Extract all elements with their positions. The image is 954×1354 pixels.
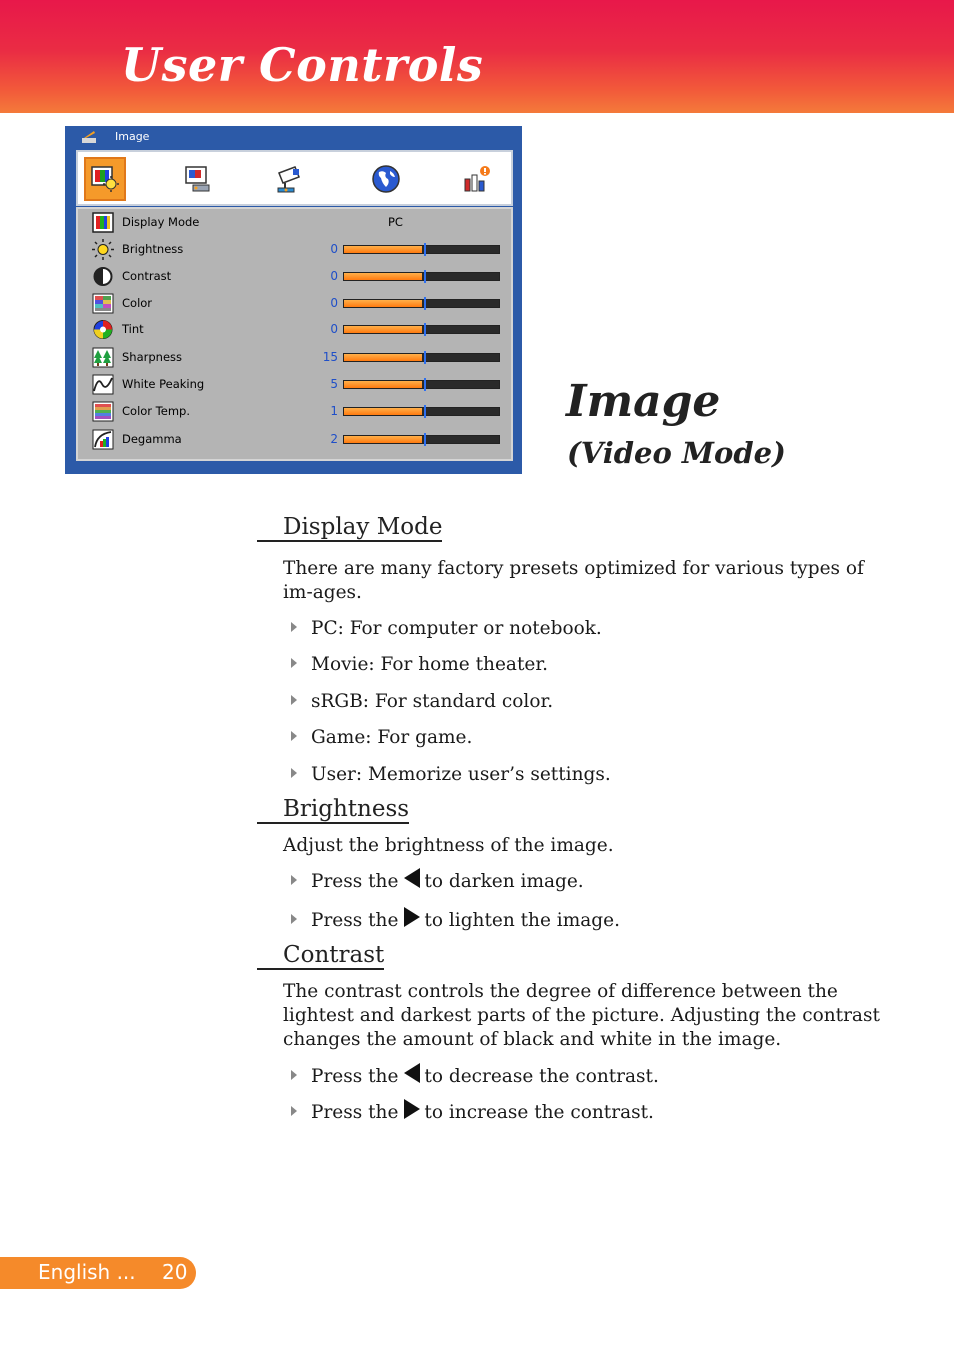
list-item	[291, 726, 472, 750]
color-slider[interactable]	[343, 299, 500, 308]
degamma-slider[interactable]	[343, 435, 500, 444]
image-menu-icon	[81, 130, 97, 144]
image-settings-icon	[89, 163, 121, 195]
osd-row-value: 0	[330, 242, 338, 256]
sharpness-slider[interactable]	[343, 353, 500, 362]
action-text: to darken image.	[424, 871, 584, 892]
right-arrow-key-icon	[404, 1099, 420, 1119]
bullet-arrow-icon	[291, 1106, 297, 1116]
list-item	[291, 870, 584, 894]
tab-image[interactable]	[84, 157, 126, 201]
tint-icon	[92, 319, 114, 340]
list-item-text: User: Memorize user’s settings.	[311, 764, 611, 785]
list-item	[291, 653, 548, 677]
white-peaking-icon	[92, 374, 114, 395]
list-item	[291, 909, 620, 933]
section-title: Image	[566, 376, 721, 427]
list-item	[291, 1065, 659, 1089]
osd-row-label: Contrast	[122, 269, 172, 283]
osd-row-value: 1	[330, 404, 338, 418]
bullet-arrow-icon	[291, 914, 297, 924]
osd-row-label: Brightness	[122, 242, 184, 256]
osd-row-value: 0	[330, 322, 338, 336]
section-subtitle: (Video Mode)	[567, 436, 786, 470]
brightness-intro: Adjust the brightness of the image.	[283, 835, 614, 856]
osd-row-label: Tint	[122, 322, 144, 336]
color-temp-icon	[92, 401, 114, 422]
heading-contrast: Contrast	[257, 942, 384, 970]
page-number: 20	[162, 1260, 188, 1284]
osd-row-label: Display Mode	[122, 215, 200, 229]
osd-row-display-mode[interactable]	[78, 210, 511, 236]
osd-row-value: 0	[330, 296, 338, 310]
osd-row-label: Color Temp.	[122, 404, 190, 418]
press-text: Press the	[311, 910, 399, 931]
bullet-arrow-icon	[291, 875, 297, 885]
list-item-text: Movie: For home theater.	[311, 654, 549, 675]
osd-row-color[interactable]	[78, 291, 511, 317]
osd-row-value: 5	[330, 377, 338, 391]
osd-row-value: 2	[330, 432, 338, 446]
osd-row-label: Sharpness	[122, 350, 183, 364]
left-arrow-key-icon	[404, 868, 420, 888]
osd-row-value: PC	[388, 215, 403, 229]
tint-slider[interactable]	[343, 325, 500, 334]
tab-setup[interactable]	[268, 157, 310, 201]
bullet-arrow-icon	[291, 768, 297, 778]
heading-brightness: Brightness	[257, 796, 409, 824]
brightness-slider[interactable]	[343, 245, 500, 254]
bullet-arrow-icon	[291, 731, 297, 741]
language-globe-icon	[370, 163, 402, 195]
footer-language: English ...	[38, 1260, 136, 1284]
color-temp-slider[interactable]	[343, 407, 500, 416]
osd-row-white-peaking[interactable]	[78, 372, 511, 398]
degamma-icon	[92, 429, 114, 450]
left-arrow-key-icon	[404, 1063, 420, 1083]
osd-row-value: 15	[322, 350, 338, 364]
list-item-text: sRGB: For standard color.	[311, 691, 554, 712]
right-arrow-key-icon	[404, 907, 420, 927]
action-text: to lighten the image.	[424, 910, 620, 931]
display-icon	[181, 163, 213, 195]
osd-row-label: White Peaking	[122, 377, 205, 391]
press-text: Press the	[311, 1102, 399, 1123]
list-item	[291, 1101, 654, 1125]
osd-menu-list	[76, 207, 513, 461]
osd-titlebar	[65, 126, 522, 148]
bullet-arrow-icon	[291, 658, 297, 668]
sharpness-icon	[92, 347, 114, 368]
osd-row-sharpness[interactable]	[78, 345, 511, 371]
osd-row-brightness[interactable]	[78, 237, 511, 263]
osd-row-tint[interactable]	[78, 317, 511, 343]
heading-display-mode: Display Mode	[257, 514, 442, 542]
list-item-text: PC: For computer or notebook.	[311, 618, 602, 639]
tab-options[interactable]	[456, 157, 498, 201]
list-item	[291, 690, 553, 714]
page-footer	[0, 1257, 196, 1289]
tab-language[interactable]	[365, 157, 407, 201]
contrast-icon	[92, 266, 114, 287]
contrast-slider[interactable]	[343, 272, 500, 281]
osd-row-label: Color	[122, 296, 153, 310]
action-text: to increase the contrast.	[424, 1102, 654, 1123]
osd-window-title: Image	[115, 130, 150, 143]
display-mode-icon	[92, 212, 114, 233]
press-text: Press the	[311, 871, 399, 892]
tab-display[interactable]	[176, 157, 218, 201]
bullet-arrow-icon	[291, 622, 297, 632]
list-item-text: Game: For game.	[311, 727, 473, 748]
osd-row-degamma[interactable]	[78, 427, 511, 453]
options-icon	[461, 163, 493, 195]
display-mode-intro: There are many factory presets optimized for various types of im-ages.	[283, 558, 864, 603]
page-header-title: User Controls	[121, 38, 484, 92]
osd-row-contrast[interactable]	[78, 264, 511, 290]
brightness-sun-icon	[92, 239, 114, 260]
header-band	[0, 0, 954, 113]
list-item	[291, 617, 602, 641]
bullet-arrow-icon	[291, 695, 297, 705]
white-peaking-slider[interactable]	[343, 380, 500, 389]
osd-tab-bar	[76, 150, 513, 206]
osd-row-value: 0	[330, 269, 338, 283]
osd-image-menu	[65, 126, 522, 474]
press-text: Press the	[311, 1066, 399, 1087]
color-icon	[92, 293, 114, 314]
bullet-arrow-icon	[291, 1070, 297, 1080]
setup-icon	[273, 163, 305, 195]
osd-row-color-temp[interactable]	[78, 399, 511, 425]
contrast-intro: The contrast controls the degree of difference between the lightest and darkest parts of the picture. Adjusting the contrast changes the amount of black and white in the image.	[283, 981, 880, 1050]
osd-row-label: Degamma	[122, 432, 182, 446]
action-text: to decrease the contrast.	[424, 1066, 659, 1087]
list-item	[291, 763, 611, 787]
